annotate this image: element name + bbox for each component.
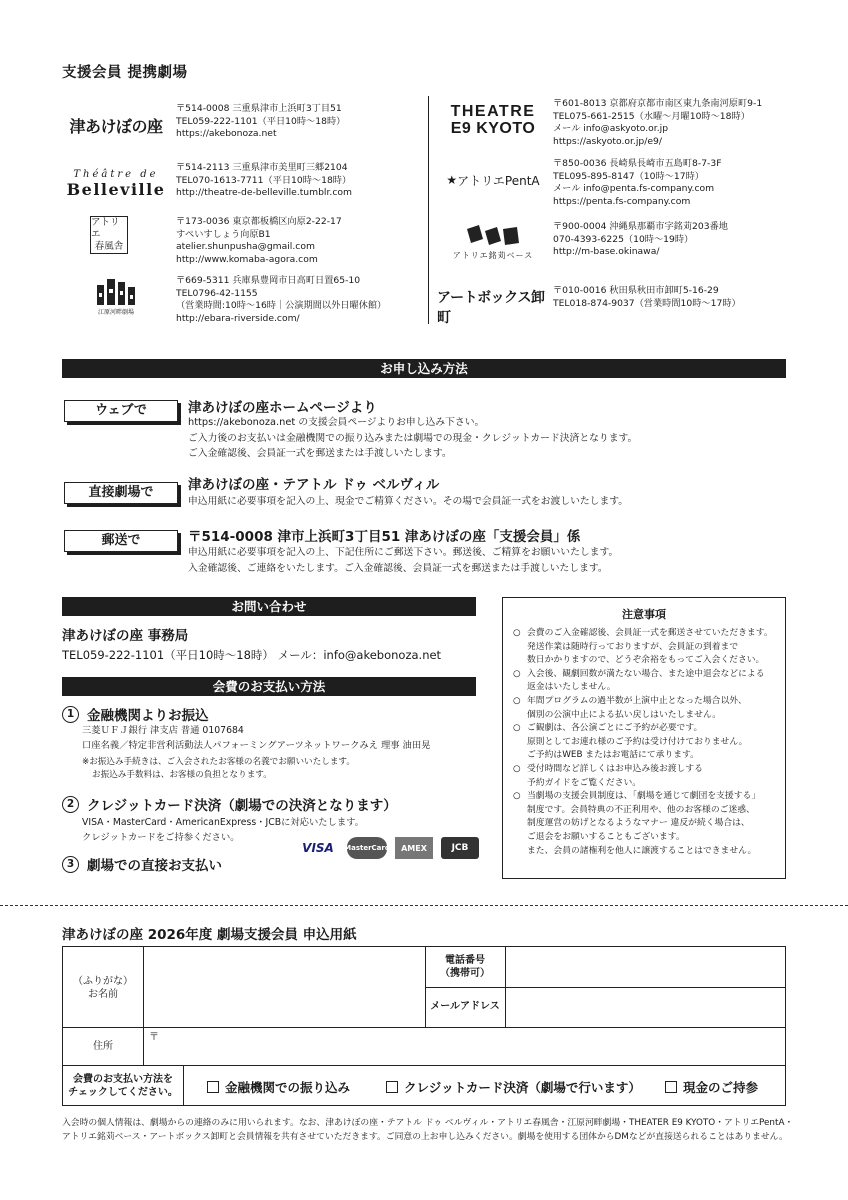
theatre-info: 〒173-0036 東京都板橋区向原2-22-17 すぺいすしょう向原B1 atelier.shunpusha@gmail.com http://www.komaba-agora.com xyxy=(176,216,342,265)
list-item: ○ 当劇場の支援会員制度は、「劇場を通じて劇団を支援する」 制度です。会員特典の不正利用や、他のお客様のご迷惑、 制度運営の妨げとなるようなマナー 違反が続く場合は、 ご退会をお願いすることもございます。 また、会員の諸権利を他人に譲渡することはできません。 xyxy=(513,791,761,856)
mbase-logo: アトリエ銘苅ベース xyxy=(437,221,549,265)
payment-bank-notes: ※お振込み手続きは、ご入会されたお客様の名義でお願いいたします。 お振込み手数料は、お客様の負担となります。 xyxy=(82,757,355,780)
cut-line xyxy=(0,905,848,906)
address-field[interactable] xyxy=(144,1028,784,1064)
theatre-info: 〒010-0016 秋田県秋田市卸町5-16-29 TEL018-874-9037（営業時間10時～17時） xyxy=(553,285,741,309)
method-web-text: https://akebonoza.net の支援会員ページよりお申し込み下さい。 ご入力後のお支払いは金融機関での振り込みまたは劇場での現金・クレジットカード決済となります。 ご入金確認後、会員証一式を郵送または手渡しいたします。 xyxy=(188,417,638,459)
theatre-info: 〒900-0004 沖縄県那覇市字銘苅203番地 070-4393-6225（10時～19時） http://m-base.okinawa/ xyxy=(553,221,728,258)
col-divider xyxy=(183,1065,184,1105)
contact-line: TEL059-222-1101（平日10時～18時） メール：info@akebonoza.net xyxy=(62,648,442,662)
theatre-info: 〒850-0036 長崎県長崎市五島町8-7-3F TEL095-895-8147（10時～17時） メール info@penta.fs-company.com https://penta.fs-company.com xyxy=(553,158,722,207)
amex-icon: AMEX xyxy=(395,837,433,859)
theatre-penta xyxy=(437,158,797,216)
payment-bank-details: 三菱ＵＦＪ銀行 津支店 普通 0107684 口座名義／特定非営利活動法人パフォーミングアーツネットワークみえ 理事 油田晃 xyxy=(82,725,431,751)
cash-checkbox[interactable]: 現金のご持参 xyxy=(665,1078,758,1096)
application-form xyxy=(62,946,786,1106)
address-label: 住所 xyxy=(93,1041,113,1052)
number-badge: 2 xyxy=(62,796,79,813)
list-item: ○ 入会後、観劇回数が満たない場合、また途中退会などによる 返金はいたしません。 xyxy=(513,668,765,693)
theatre-belleville xyxy=(60,162,420,220)
checkbox-icon[interactable] xyxy=(207,1081,219,1093)
star-icon: ★ xyxy=(446,173,458,187)
notes-box xyxy=(502,597,786,879)
phone-field[interactable] xyxy=(506,948,784,986)
list-item: ○ ご観劇は、各公演ごとにご予約が必要です。 原則としてお連れ様のご予約は受け付けておりません。 ご予約はWEB またはお電話にて承ります。 xyxy=(513,723,748,761)
theatre-akebonoza xyxy=(60,103,420,161)
bank-transfer-checkbox[interactable]: 金融機関での振り込み xyxy=(207,1078,350,1096)
theatre-info: 〒514-2113 三重県津市美里町三郷2104 TEL070-1613-7711（平日10時～18時） http://theatre-de-belleville.tumblr.com xyxy=(176,162,352,199)
payment-card-heading: 2 クレジットカード決済（劇場での決済となります） xyxy=(62,794,397,814)
method-mail-title: 〒514-0008 津市上浜町3丁目51 津あけぼの座「支援会員」係 xyxy=(188,529,581,545)
theatre-link[interactable]: https://akebonoza.net xyxy=(176,128,277,140)
payment-bar: 会費のお支払い方法 xyxy=(62,677,476,696)
number-badge: 1 xyxy=(62,706,79,723)
email-field[interactable] xyxy=(506,988,784,1026)
payment-bank-heading: 1 金融機関よりお振込 xyxy=(62,704,209,724)
number-badge: 3 xyxy=(62,856,79,873)
list-item: ○ 年間プログラムの過半数が上演中止となった場合以外、 個別の公演中止による払い戻しはいたしません。 xyxy=(513,695,747,720)
ebara-mark-icon xyxy=(96,279,136,305)
contact-name: 津あけぼの座 事務局 xyxy=(62,628,189,644)
payment-card-details: VISA・MasterCard・AmericanExpress・JCBに対応いたします。 クレジットカードをご持参ください。 xyxy=(82,817,365,843)
list-item: ○ 会費のご入金確認後、会員証一式を郵送させていただきます。 発送作業は随時行っておりますが、会員証の到着まで 数日かかりますので、どうぞ余裕をもってご入会ください。 xyxy=(513,628,773,666)
theatre-shunpusha xyxy=(60,216,420,274)
mbase-mark-icon xyxy=(465,225,521,247)
theatre-info: 〒669-5311 兵庫県豊岡市日高町日置65-10 TEL0796-42-1155 （営業時間:10時～16時｜公演期間以外日曜休館） http://ebara-riverside.com/ xyxy=(176,275,387,324)
contact-bar: お問い合わせ xyxy=(62,597,476,616)
page-title: 支援会員 提携劇場 xyxy=(62,65,188,81)
method-direct-text: 申込用紙に必要事項を記入の上、現金でご精算ください。その場で会員証一式をお渡しいたします。 xyxy=(188,496,629,507)
email-label: メールアドレス xyxy=(430,1001,500,1012)
method-direct-label: 直接劇場で xyxy=(64,482,178,504)
theatre-link[interactable]: https://penta.fs-company.com xyxy=(553,195,691,207)
theatre-info: 〒514-0008 三重県津市上浜町3丁目51 TEL059-222-1101（平日10時～18時） https://akebonoza.net xyxy=(176,103,346,140)
name-label: （ふりがな） お名前 xyxy=(73,976,133,1000)
theatre-link[interactable]: http://m-base.okinawa/ xyxy=(553,246,660,258)
theatre-info: 〒601-8013 京都府京都市南区東九条南河原町9-1 TEL075-661-2515（水曜～月曜10時～18時） メール info@askyoto.or.jp https://askyoto.or.jp/e9/ xyxy=(553,98,763,147)
theatre-ebara xyxy=(60,275,420,333)
theatre-link[interactable]: http://www.komaba-agora.com xyxy=(176,253,318,265)
apply-bar: お申し込み方法 xyxy=(62,359,786,378)
column-divider xyxy=(428,96,429,324)
method-web-title: 津あけぼの座ホームページより xyxy=(188,400,377,416)
phone-label: 電話番号 （携帯可） xyxy=(440,955,490,979)
checkbox-icon[interactable] xyxy=(386,1081,398,1093)
mastercard-icon: MasterCard xyxy=(347,837,387,859)
credit-card-checkbox[interactable]: クレジットカード決済（劇場で行います） xyxy=(386,1078,641,1096)
payment-direct-heading: 3 劇場での直接お支払い xyxy=(62,854,222,874)
postal-mark: 〒 xyxy=(149,1032,159,1043)
theatre-link[interactable]: http://theatre-de-belleville.tumblr.com xyxy=(176,187,352,199)
method-web-label: ウェブで xyxy=(64,400,178,422)
list-item: ○ 受付時間など詳しくはお申込み後お渡しする 予約ガイドをご覧ください。 xyxy=(513,763,703,788)
e9-logo: THEATRE E9 KYOTO xyxy=(450,103,536,137)
name-field[interactable] xyxy=(144,948,424,1026)
theatre-link[interactable]: http://ebara-riverside.com/ xyxy=(176,312,300,324)
payment-method-label: 会費のお支払い方法を チェックしてください。 xyxy=(68,1074,178,1098)
card-logos xyxy=(297,837,479,859)
penta-logo: ★ アトリエPentA xyxy=(446,173,540,188)
belleville-logo: Théâtre de Belleville xyxy=(66,169,166,199)
checkbox-icon[interactable] xyxy=(665,1081,677,1093)
shunpusha-logo: アトリエ 春風舎 xyxy=(90,216,128,254)
akebonoza-logo: 津あけぼの座 xyxy=(69,116,163,136)
notes-title: 注意事項 xyxy=(622,608,666,621)
theatre-link[interactable]: https://askyoto.or.jp/e9/ xyxy=(553,135,662,147)
privacy-footnote: 入会時の個人情報は、劇場からの連絡のみに用いられます。なお、津あけぼの座・テアトル ドゥ ベルヴィル・アトリエ春風舎・江原河畔劇場・THEATER E9 KYOTO・アトリエPentA・ アトリエ銘苅ベース・アートボックス卸町と会員情報を共有させていただきます。ご同意の上お申し込みください。劇場を使用する団体からDMなどが直接送られることはありません。 xyxy=(62,1118,794,1142)
row-divider xyxy=(63,1065,785,1066)
method-mail-text: 申込用紙に必要事項を記入の上、下記住所にご郵送下さい。郵送後、ご精算をお願いいたします。 入金確認後、ご連絡をいたします。ご入金確認後、会員証一式を郵送または手渡しいたします。 xyxy=(188,547,619,574)
method-direct-title: 津あけぼの座・テアトル ドゥ ベルヴィル xyxy=(188,477,440,493)
method-mail-label: 郵送で xyxy=(64,530,178,552)
theatre-e9 xyxy=(437,98,797,156)
jcb-icon: JCB xyxy=(441,837,479,859)
theatre-mbase xyxy=(437,221,797,279)
visa-icon: VISA xyxy=(297,837,339,859)
notes-list xyxy=(513,627,785,858)
ebara-logo: 江原河畔劇場 xyxy=(60,275,172,319)
form-title: 津あけぼの座 2026年度 劇場支援会員 申込用紙 xyxy=(62,927,357,943)
oroshimachi-logo: アートボックス卸町 xyxy=(437,290,545,326)
theatre-oroshimachi xyxy=(437,285,797,343)
